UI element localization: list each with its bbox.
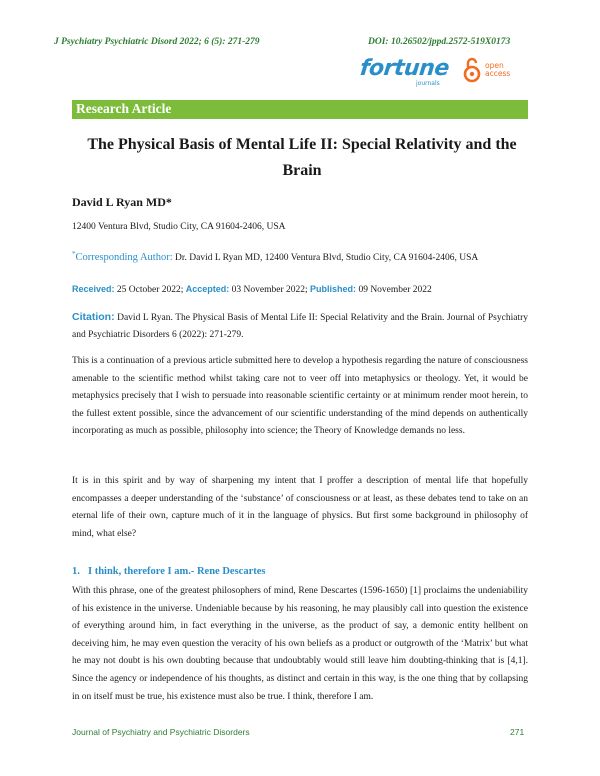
author-name: David L Ryan MD* (72, 195, 172, 209)
corresponding-author-details: Dr. David L Ryan MD, 12400 Ventura Blvd, Studio City, CA 91604-2406, USA (172, 253, 479, 264)
footer-journal-name: Journal of Psychiatry and Psychiatric Disorders (72, 727, 250, 737)
body-paragraph-3: With this phrase, one of the greatest philosophers of mind, Rene Descartes (1596-1650) [1] proclaims the undeniability of his existence in the universe. Undeniable because by his reasoning, he may plausibly call into question the existence of everything around him, in fact everything in the universe, as the product of say, a demonic entity hellbent on deceiving him, he may even question the veracity of his own beliefs as a product or outgrowth of the ‘Matrix’ but what he may not doubt is his own doubting because that undoubtably would still leave him doubting-thinking that is [4,1]. Since the agency or independence of his thoughts, as distinct and certain in this way, is the one thing that by collapsing in on itself must be true, his existence must also be true. I think, therefore I am. (72, 586, 528, 702)
article-title: The Physical Basis of Mental Life II: Special Relativity and the Brain (87, 136, 517, 179)
journal-reference: J Psychiatry Psychiatric Disord 2022; 6 (5): 271-279 (54, 37, 260, 47)
article-dates (72, 284, 432, 295)
section-title: I think, therefore I am.- Rene Descartes (88, 566, 266, 577)
received-date: 25 October 2022; (114, 285, 186, 295)
accepted-label: Accepted: (185, 284, 230, 294)
body-paragraph-1: This is a continuation of a previous article submitted here to develop a hypothesis regarding the nature of consciousness amenable to the scientific method whilst taking care not to veer off into metaphysics or theology. Yet, it would be metaphysics precisely that I wish to persuade into reasonable scientific certainty or at minimum render moot herein, to the fullest extent possible, since the advancement of our scientific understanding of the mind depends on authentically incorporating as much as possible, philosophy into science; the Theory of Knowledge demands no less. (72, 356, 528, 437)
fortune-logo-text: fortune (358, 56, 451, 81)
open-access-text-access: access (485, 69, 511, 78)
author-affiliation: 12400 Ventura Blvd, Studio City, CA 91604-2406, USA (72, 222, 286, 232)
accepted-date: 03 November 2022; (229, 285, 311, 295)
fortune-journals-logo (360, 56, 450, 92)
article-type-bar (72, 100, 528, 119)
open-access-text-open: open (485, 61, 504, 70)
corresponding-author-label: Corresponding Author: (75, 252, 173, 264)
citation-label: Citation: (72, 311, 115, 323)
fortune-logo-subtext: journals (416, 80, 440, 87)
open-access-lock-icon (463, 56, 481, 84)
footer-page-number: 271 (510, 727, 525, 737)
published-label: Published: (310, 284, 357, 294)
citation-text: David L Ryan. The Physical Basis of Mental Life II: Special Relativity and the Brain. Journal of Psychiatry and Psychiatric Disorders 6 (2022): 271-279. (72, 313, 528, 340)
citation (72, 309, 528, 343)
open-access-logo (463, 56, 533, 86)
corresponding-author (72, 250, 478, 263)
section-heading-1 (72, 566, 266, 577)
corresponding-marker: * (72, 250, 76, 258)
doi-link[interactable]: DOI: 10.26502/jppd.2572-519X0173 (368, 37, 511, 47)
published-date: 09 November 2022 (356, 285, 432, 295)
received-label: Received: (72, 284, 115, 294)
section-number: 1. (72, 566, 80, 577)
article-type-label: Research Article (76, 101, 172, 116)
body-paragraph-2: It is in this spirit and by way of sharpening my intent that I proffer a description of mental life that hopefully encompasses a deeper understanding of the ‘substance’ of consciousness or at least, as these debates tend to take on an eternal life of their own, capture much of it in the language of physics. But first some background in philosophy of mind, what else? (72, 476, 528, 539)
